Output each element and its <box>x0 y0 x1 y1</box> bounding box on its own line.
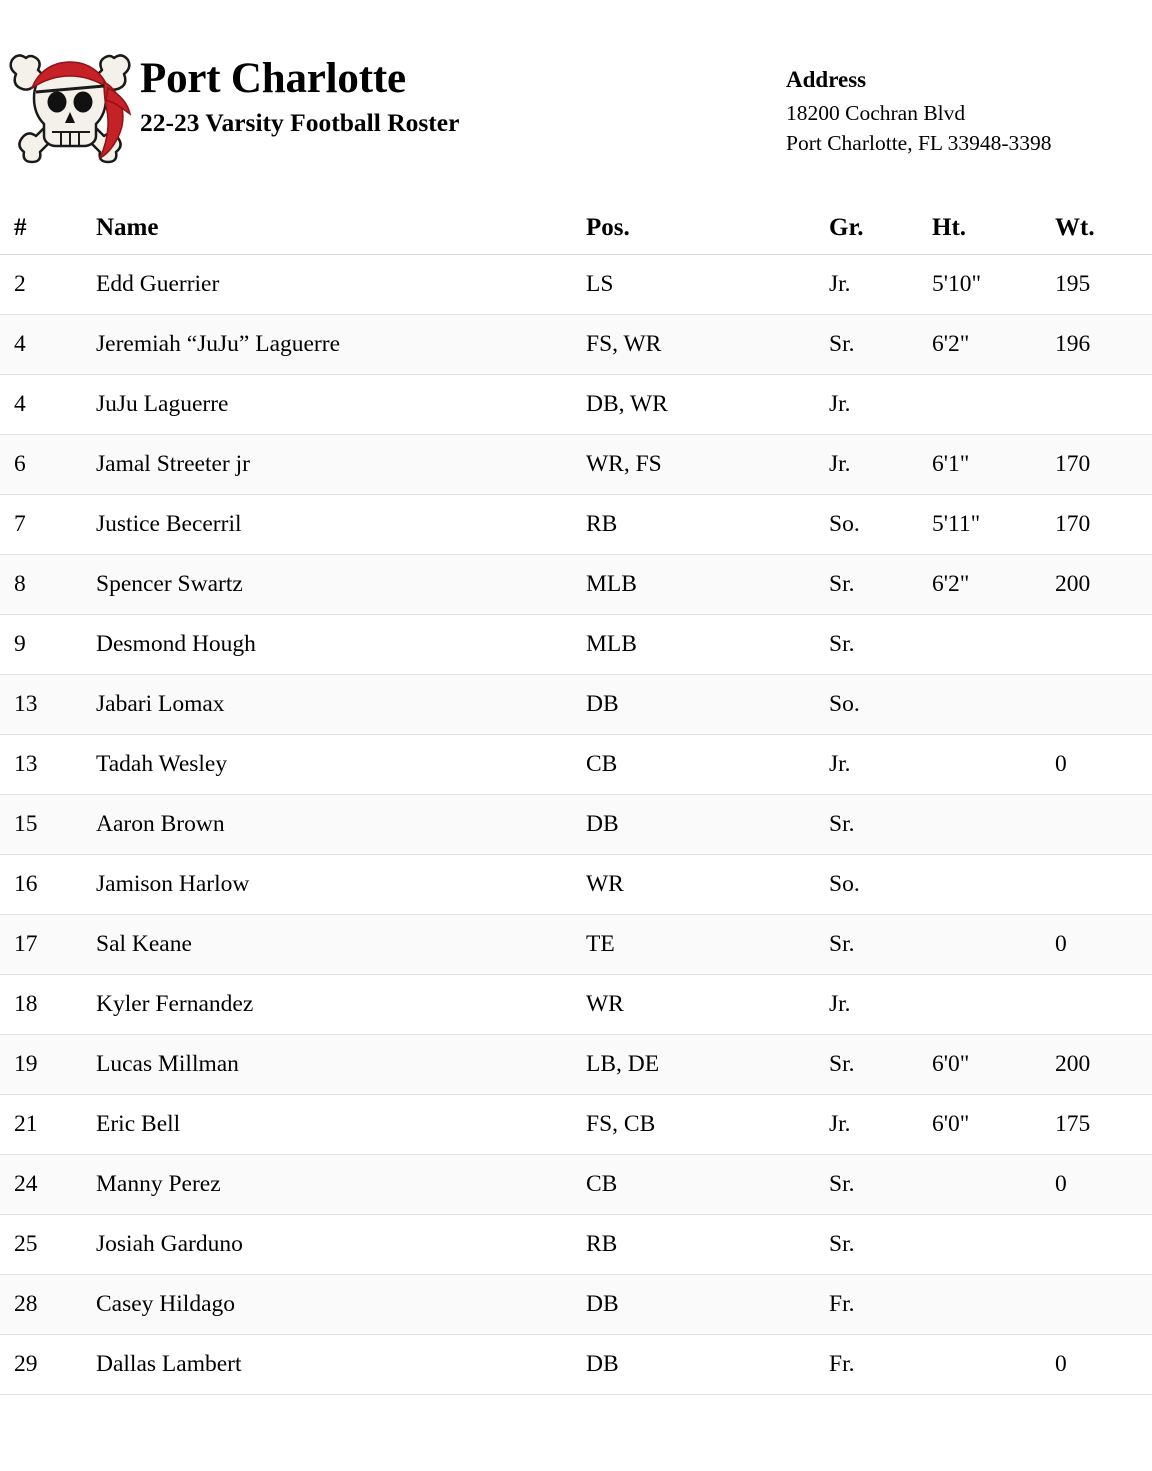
cell-weight: 0 <box>1055 915 1152 975</box>
cell-name: Desmond Hough <box>96 615 586 675</box>
cell-grade: Jr. <box>829 1095 932 1155</box>
cell-position: TE <box>586 915 829 975</box>
table-row <box>0 615 1152 675</box>
cell-grade: Jr. <box>829 435 932 495</box>
cell-name: Dallas Lambert <box>96 1335 586 1395</box>
cell-number: 15 <box>0 795 96 855</box>
cell-name: Kyler Fernandez <box>96 975 586 1035</box>
table-row <box>0 1335 1152 1395</box>
address-line-2: Port Charlotte, FL 33948-3398 <box>786 131 1052 156</box>
cell-weight: 0 <box>1055 1335 1152 1395</box>
cell-number: 4 <box>0 315 96 375</box>
cell-grade: Sr. <box>829 915 932 975</box>
cell-position: WR, FS <box>586 435 829 495</box>
cell-position: MLB <box>586 615 829 675</box>
table-row <box>0 315 1152 375</box>
cell-number: 13 <box>0 735 96 795</box>
cell-position: FS, CB <box>586 1095 829 1155</box>
table-row <box>0 975 1152 1035</box>
cell-weight: 170 <box>1055 495 1152 555</box>
cell-grade: Jr. <box>829 375 932 435</box>
cell-weight <box>1055 975 1152 1035</box>
cell-height: 6'2" <box>932 315 1055 375</box>
page-header <box>0 0 1152 160</box>
column-header-position: Pos. <box>586 202 829 255</box>
cell-name: JuJu Laguerre <box>96 375 586 435</box>
table-header-row <box>0 202 1152 255</box>
cell-height <box>932 615 1055 675</box>
table-row <box>0 1155 1152 1215</box>
cell-height <box>932 975 1055 1035</box>
address-label: Address <box>786 67 867 92</box>
cell-number: 29 <box>0 1335 96 1395</box>
address-line-1: 18200 Cochran Blvd <box>786 100 966 125</box>
cell-number: 19 <box>0 1035 96 1095</box>
cell-grade: Sr. <box>829 1035 932 1095</box>
table-row <box>0 495 1152 555</box>
cell-weight: 200 <box>1055 555 1152 615</box>
cell-position: WR <box>586 975 829 1035</box>
cell-name: Jabari Lomax <box>96 675 586 735</box>
table-header <box>0 202 1152 255</box>
cell-name: Sal Keane <box>96 915 586 975</box>
cell-position: CB <box>586 735 829 795</box>
table-row <box>0 1275 1152 1335</box>
cell-grade: So. <box>829 495 932 555</box>
cell-position: FS, WR <box>586 315 829 375</box>
title-block <box>140 38 780 139</box>
cell-height: 6'2" <box>932 555 1055 615</box>
cell-name: Justice Becerril <box>96 495 586 555</box>
cell-height: 6'0" <box>932 1095 1055 1155</box>
cell-name: Josiah Garduno <box>96 1215 586 1275</box>
cell-grade: Sr. <box>829 315 932 375</box>
table-row <box>0 915 1152 975</box>
cell-number: 18 <box>0 975 96 1035</box>
cell-position: RB <box>586 1215 829 1275</box>
table-row <box>0 255 1152 315</box>
cell-weight: 196 <box>1055 315 1152 375</box>
cell-name: Tadah Wesley <box>96 735 586 795</box>
cell-position: RB <box>586 495 829 555</box>
cell-height: 6'1" <box>932 435 1055 495</box>
cell-grade: Fr. <box>829 1335 932 1395</box>
cell-grade: Sr. <box>829 555 932 615</box>
cell-grade: Jr. <box>829 975 932 1035</box>
column-header-weight: Wt. <box>1055 202 1152 255</box>
cell-weight <box>1055 375 1152 435</box>
cell-number: 2 <box>0 255 96 315</box>
cell-height <box>932 1335 1055 1395</box>
cell-position: DB, WR <box>586 375 829 435</box>
table-row <box>0 375 1152 435</box>
cell-height <box>932 1275 1055 1335</box>
cell-height: 5'10" <box>932 255 1055 315</box>
cell-weight <box>1055 615 1152 675</box>
cell-number: 16 <box>0 855 96 915</box>
cell-grade: Sr. <box>829 1155 932 1215</box>
cell-number: 25 <box>0 1215 96 1275</box>
cell-position: LB, DE <box>586 1035 829 1095</box>
cell-name: Edd Guerrier <box>96 255 586 315</box>
cell-height <box>932 375 1055 435</box>
cell-number: 24 <box>0 1155 96 1215</box>
cell-name: Jeremiah “JuJu” Laguerre <box>96 315 586 375</box>
cell-weight: 175 <box>1055 1095 1152 1155</box>
cell-height <box>932 675 1055 735</box>
cell-height <box>932 1155 1055 1215</box>
cell-height <box>932 735 1055 795</box>
cell-name: Jamal Streeter jr <box>96 435 586 495</box>
table-row <box>0 675 1152 735</box>
cell-weight <box>1055 855 1152 915</box>
cell-height <box>932 855 1055 915</box>
cell-grade: Sr. <box>829 615 932 675</box>
table-row <box>0 855 1152 915</box>
cell-name: Jamison Harlow <box>96 855 586 915</box>
cell-name: Manny Perez <box>96 1155 586 1215</box>
table-row <box>0 435 1152 495</box>
cell-position: DB <box>586 1275 829 1335</box>
cell-number: 9 <box>0 615 96 675</box>
cell-weight: 170 <box>1055 435 1152 495</box>
cell-position: LS <box>586 255 829 315</box>
cell-weight <box>1055 1215 1152 1275</box>
cell-height: 5'11" <box>932 495 1055 555</box>
cell-name: Eric Bell <box>96 1095 586 1155</box>
cell-position: CB <box>586 1155 829 1215</box>
cell-grade: Sr. <box>829 1215 932 1275</box>
cell-weight <box>1055 795 1152 855</box>
column-header-height: Ht. <box>932 202 1055 255</box>
cell-position: MLB <box>586 555 829 615</box>
cell-number: 8 <box>0 555 96 615</box>
table-row <box>0 1095 1152 1155</box>
table-row <box>0 555 1152 615</box>
cell-height <box>932 915 1055 975</box>
column-header-name: Name <box>96 202 586 255</box>
table-body <box>0 255 1152 1395</box>
cell-number: 17 <box>0 915 96 975</box>
column-header-grade: Gr. <box>829 202 932 255</box>
cell-grade: Fr. <box>829 1275 932 1335</box>
page-title: Port Charlotte <box>140 55 406 102</box>
cell-name: Aaron Brown <box>96 795 586 855</box>
table-row <box>0 735 1152 795</box>
cell-name: Casey Hildago <box>96 1275 586 1335</box>
cell-name: Spencer Swartz <box>96 555 586 615</box>
cell-position: DB <box>586 1335 829 1395</box>
column-header-number: # <box>0 202 96 255</box>
cell-position: WR <box>586 855 829 915</box>
cell-grade: Jr. <box>829 255 932 315</box>
cell-number: 6 <box>0 435 96 495</box>
cell-grade: Sr. <box>829 795 932 855</box>
team-logo <box>0 38 140 170</box>
cell-number: 21 <box>0 1095 96 1155</box>
table-row <box>0 795 1152 855</box>
cell-grade: So. <box>829 855 932 915</box>
cell-height: 6'0" <box>932 1035 1055 1095</box>
cell-number: 28 <box>0 1275 96 1335</box>
cell-height <box>932 1215 1055 1275</box>
cell-name: Lucas Millman <box>96 1035 586 1095</box>
table-row <box>0 1035 1152 1095</box>
address-block <box>780 38 1152 159</box>
cell-number: 13 <box>0 675 96 735</box>
cell-weight: 0 <box>1055 735 1152 795</box>
cell-number: 4 <box>0 375 96 435</box>
cell-position: DB <box>586 675 829 735</box>
cell-weight: 195 <box>1055 255 1152 315</box>
pirate-skull-crossbones-logo-icon <box>4 44 136 170</box>
cell-number: 7 <box>0 495 96 555</box>
cell-weight <box>1055 675 1152 735</box>
cell-grade: Jr. <box>829 735 932 795</box>
cell-grade: So. <box>829 675 932 735</box>
cell-weight <box>1055 1275 1152 1335</box>
cell-height <box>932 795 1055 855</box>
table-row <box>0 1215 1152 1275</box>
roster-table <box>0 202 1152 1395</box>
cell-weight: 200 <box>1055 1035 1152 1095</box>
cell-weight: 0 <box>1055 1155 1152 1215</box>
page-subtitle: 22-23 Varsity Football Roster <box>140 108 460 138</box>
roster-table-container <box>0 160 1152 1395</box>
cell-position: DB <box>586 795 829 855</box>
